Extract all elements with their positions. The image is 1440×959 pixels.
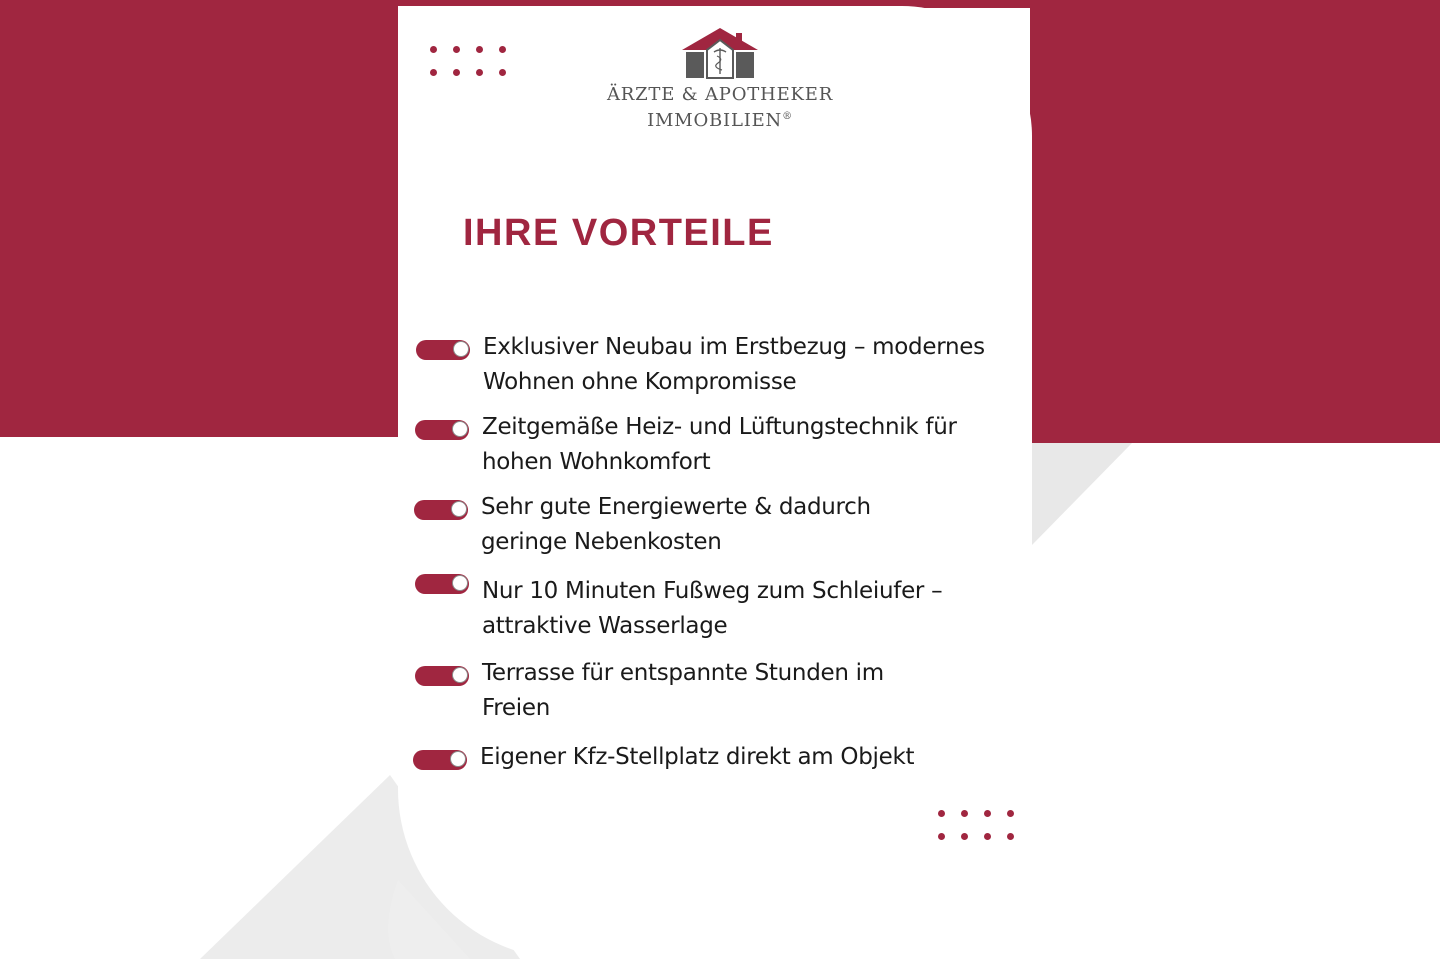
benefit-text: Zeitgemäße Heiz- und Lüftungstechnik für hohen Wohnkomfort xyxy=(482,414,957,475)
house-with-caduceus-icon xyxy=(680,26,760,80)
toggle-on-icon xyxy=(414,500,468,520)
toggle-on-icon xyxy=(416,340,470,360)
toggle-on-icon xyxy=(415,420,469,440)
toggle-on-icon xyxy=(415,574,469,594)
brand-logo xyxy=(600,26,840,132)
dots-decor-bottom-right xyxy=(938,810,1014,840)
page-title: IHRE VORTEILE xyxy=(463,212,774,254)
benefits-list xyxy=(412,330,1022,775)
dots-decor-top-left xyxy=(430,46,506,76)
toggle-on-icon xyxy=(415,666,469,686)
benefit-text: Eigener Kfz-Stellplatz direkt am Objekt xyxy=(480,744,915,770)
benefit-text: Exklusiver Neubau im Erstbezug – modernes Wohnen ohne Kompromisse xyxy=(483,334,985,395)
brand-name-line1: ÄRZTE & APOTHEKER xyxy=(606,84,834,105)
list-item xyxy=(415,656,1025,726)
benefit-text: Terrasse für entspannte Stunden im Freien xyxy=(482,660,884,721)
list-item xyxy=(416,330,1026,400)
toggle-on-icon xyxy=(413,750,467,770)
list-item xyxy=(413,740,1023,775)
brand-name-line2: IMMOBILIEN® xyxy=(647,110,793,131)
benefit-text: Nur 10 Minuten Fußweg zum Schleiufer – attraktive Wasserlage xyxy=(482,578,943,639)
list-item xyxy=(415,410,1025,480)
list-item xyxy=(414,490,1024,560)
benefit-text: Sehr gute Energiewerte & dadurch geringe Nebenkosten xyxy=(481,494,871,555)
list-item xyxy=(415,574,1025,644)
